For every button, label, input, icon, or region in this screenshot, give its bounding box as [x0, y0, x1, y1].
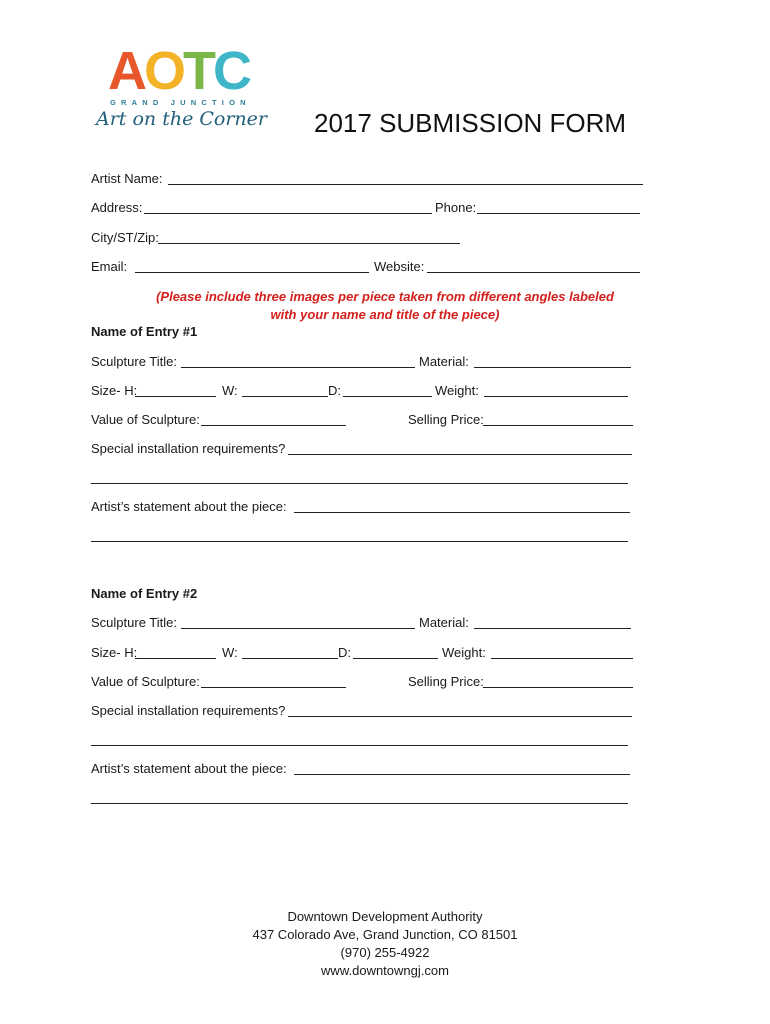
entry1-weight-field[interactable] [484, 396, 628, 397]
website-label: Website: [374, 259, 425, 274]
logo-subtitle: GRAND JUNCTION [110, 98, 251, 107]
entry2-statement-field[interactable] [294, 774, 630, 775]
artist-name-label: Artist Name: [91, 171, 163, 186]
entry1-special-label: Special installation requirements? [91, 441, 286, 456]
entry1-statement-field-line2[interactable] [91, 541, 628, 542]
entry2-material-label: Material: [419, 615, 469, 630]
entry1-weight-label: Weight: [435, 383, 479, 398]
address-field[interactable] [144, 213, 432, 214]
footer-website[interactable]: www.downtowngj.com [321, 963, 449, 978]
entry1-sculpture-title-label: Sculpture Title: [91, 354, 177, 369]
logo-letter-o: O [144, 41, 184, 101]
entry1-special-field-line2[interactable] [91, 483, 628, 484]
logo-letters [108, 41, 250, 101]
entry2-sculpture-title-label: Sculpture Title: [91, 615, 177, 630]
entry1-w-label: W: [222, 383, 238, 398]
entry2-w-field[interactable] [242, 658, 338, 659]
email-field[interactable] [135, 272, 369, 273]
entry2-weight-label: Weight: [442, 645, 486, 660]
email-label: Email: [91, 259, 128, 274]
entry1-d-label: D: [328, 383, 341, 398]
entry2-d-field[interactable] [353, 658, 438, 659]
entry1-special-field[interactable] [288, 454, 632, 455]
entry2-heading: Name of Entry #2 [91, 586, 198, 601]
logo-letter-c: C [213, 41, 250, 101]
entry2-sculpture-title-field[interactable] [181, 628, 415, 629]
entry2-material-field[interactable] [474, 628, 631, 629]
entry1-sculpture-title-field[interactable] [181, 367, 415, 368]
image-note-line2: with your name and title of the piece) [270, 307, 500, 322]
website-field[interactable] [427, 272, 640, 273]
entry2-special-field[interactable] [288, 716, 632, 717]
address-label: Address: [91, 200, 143, 215]
entry1-statement-label: Artist’s statement about the piece: [91, 499, 287, 514]
aotc-logo [96, 41, 268, 136]
entry1-material-label: Material: [419, 354, 469, 369]
artist-name-field[interactable] [168, 184, 643, 185]
entry1-selling-field[interactable] [483, 425, 633, 426]
entry2-value-field[interactable] [201, 687, 346, 688]
entry1-heading: Name of Entry #1 [91, 324, 198, 339]
entry2-statement-label: Artist’s statement about the piece: [91, 761, 287, 776]
entry1-material-field[interactable] [474, 367, 631, 368]
logo-letter-a: A [108, 41, 144, 101]
logo-letter-t: T [183, 41, 214, 101]
footer-org: Downtown Development Authority [287, 909, 483, 924]
phone-field[interactable] [477, 213, 640, 214]
entry2-size-h-label: Size- H: [91, 645, 138, 660]
entry2-selling-field[interactable] [483, 687, 633, 688]
entry1-statement-field[interactable] [294, 512, 630, 513]
entry2-size-h-field[interactable] [135, 658, 216, 659]
entry1-size-h-field[interactable] [135, 396, 216, 397]
entry2-value-label: Value of Sculpture: [91, 674, 200, 689]
entry2-d-label: D: [338, 645, 351, 660]
entry1-value-field[interactable] [201, 425, 346, 426]
page-title: 2017 SUBMISSION FORM [314, 108, 627, 138]
entry2-w-label: W: [222, 645, 238, 660]
entry2-special-field-line2[interactable] [91, 745, 628, 746]
city-field[interactable] [158, 243, 460, 244]
entry1-value-label: Value of Sculpture: [91, 412, 200, 427]
logo-script: Art on the Corner [96, 108, 267, 130]
entry1-d-field[interactable] [343, 396, 432, 397]
entry2-weight-field[interactable] [491, 658, 633, 659]
entry1-selling-label: Selling Price: [408, 412, 484, 427]
footer-address: 437 Colorado Ave, Grand Junction, CO 81501 [252, 927, 518, 942]
phone-label: Phone: [435, 200, 477, 215]
city-label: City/ST/Zip: [91, 230, 159, 245]
entry1-size-h-label: Size- H: [91, 383, 138, 398]
image-note-line1: (Please include three images per piece taken from different angles labeled [156, 289, 614, 304]
entry2-special-label: Special installation requirements? [91, 703, 286, 718]
footer-phone: (970) 255-4922 [340, 945, 430, 960]
entry2-statement-field-line2[interactable] [91, 803, 628, 804]
entry1-w-field[interactable] [242, 396, 328, 397]
entry2-selling-label: Selling Price: [408, 674, 484, 689]
